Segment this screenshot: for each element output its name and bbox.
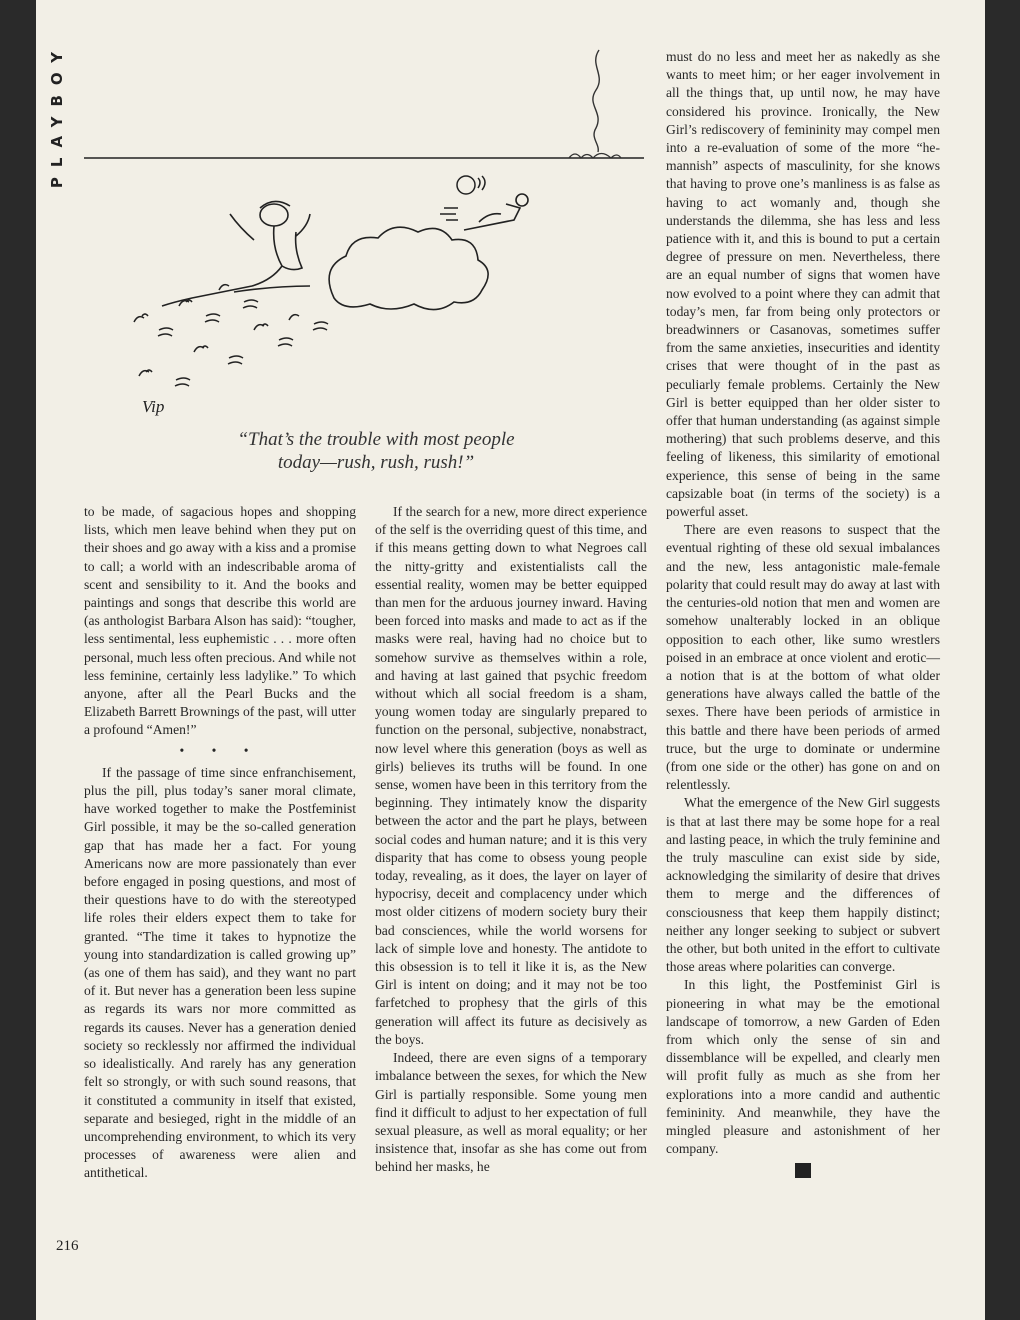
seated-woman (162, 201, 310, 306)
paragraph: Indeed, there are even signs of a temporary imbalance between the sexes, for which the New Girl is partially responsible. Some young men find it difficult to adjust to her expectation of full sexual pleasure, as well as moral equality; or her insistence that, insofar as she has come out from behind her masks, he (375, 1050, 647, 1175)
text-column-1 (84, 503, 356, 1183)
page-number: 216 (56, 1238, 79, 1254)
floating-head (457, 176, 485, 194)
dust-cloud (329, 227, 488, 309)
caption-line-2: today—rush, rush, rush!” (277, 452, 475, 473)
cartoon-caption (186, 428, 566, 474)
footprints-trail (134, 285, 328, 386)
magazine-name: PLAYBOY (48, 42, 66, 189)
magazine-page (36, 0, 985, 1320)
paragraph: What the emergence of the New Girl suggests is that at last there may be some hope for a real and lasting peace, in which the truly feminine and the truly masculine can exist side by side, acknowledging the similarity of desire that drives them to merge and the differences of consciousness that keep them happily distinct; neither any longer seeking to subject or subvert the other, but both united in the effort to cultivate those areas where polarities can converge. (666, 795, 940, 975)
text-column-2 (375, 503, 647, 1177)
caption-line-1: “That’s the trouble with most people (237, 429, 515, 450)
paragraph: If the passage of time since enfranchisement, plus the pill, plus today’s saner moral climate, have worked together to make the Postfeminist Girl possible, it may be the so-called generation gap that has made her a fact. For young Americans now are more passionately than ever before engaged in posing questions, and most of their questions have to do with the stereotyped life roles their elders expect them to take for granted. “The time it takes to hypnotize the young into standardization is called growing up” (as one of them has said), and they want no part of it. But never has a generation been less supine as regards its wars nor more committed as regards its causes. Never has a generation denied society so recklessly nor affirmed the individual so idealistically. And rarely has any generation felt so strongly, or with such sound reasons, that it constituted a community in itself that existed, separate and besieged, right in the middle of an uncomprehending environment, to which its very processes of awareness were alien and antithetical. (84, 764, 356, 1181)
paragraph: If the search for a new, more direct experience of the self is the overriding quest of this time, and if this means getting down to what Negroes call the nitty-gritty and existentialists call the essential reality, women may be better equipped than men for the arduous journey inward. Having been forced into masks and made to act as if the masks were real, having had no choice but to somehow survive as themselves within a role, and having at last gained that psychic freedom without which all social freedom is a sham, young women today are singularly prepared to function on the personal, subjective, nonabstract, now level where this generation (boys as well as girls) believes its truths will be found. In one sense, women have been in this territory from the beginning. They intimately know the disparity between the actor and the part he plays, between social codes and human nature; and it is this very disparity that has come to obsess young people today, revealing, as it does, the layer on layer of hypocrisy, deceit and complacency under which most older citizens of modern society bury their bad consciences, while the world worsens for lack of simple love and honesty. The antidote to this obsession is to tell it like it is, as the New Girl is intent on doing; and it may not be too farfetched to prophesy that the girls of this generation will affect its future as decisively as the boys. (375, 504, 647, 1047)
text-column-3 (666, 48, 940, 1178)
paragraph: to be made, of sagacious hopes and shopping lists, which men leave behind when they put on their shoes and go away with a kiss and a promise to call; a world with an indescribable aroma of scent and sensibility to it. And the books and paintings and songs that describe this world are (as anthologist Barbara Alson has said): “tougher, less sentimental, less euphemistic . . . more often personal, much less often precious. And while not less feminine, certainly less ladylike.” To which anyone, after all the Pearl Bucks and the Elizabeth Barrett Brownings of the past, will utter a profound “Amen!” (84, 504, 356, 738)
artist-signature: Vip (142, 397, 165, 416)
cartoon-illustration (84, 40, 644, 420)
end-mark-container (666, 1158, 940, 1177)
paragraph: There are even reasons to suspect that the eventual righting of these old sexual imbalances and the new, less antagonistic male-female polarity that could result may do away at last with the centuries-old notion that men and women are somehow unalterably locked in an oblique opposition to each other, like sumo wrestlers poised in an embrace at once violent and erotic—a notion that is at the bottom of what older generations have always called the battle of the sexes. There have been periods of armistice in this battle and there have been periods of armed truce, but the urge to dominate or undermine (from one side or the other) has gone on and on relentlessly. (666, 522, 940, 793)
section-separator: • • • (179, 742, 261, 758)
rabbit-end-mark-icon (795, 1163, 811, 1178)
smoke-plume (593, 50, 599, 152)
paragraph: In this light, the Postfeminist Girl is pioneering in what may be the emotional landscape of tomorrow, a new Garden of Eden from which only the sense of sin and dissemblance will be expelled, and clearly men will profit fully as much as she from her explorations into a more candid and authentic femininity. And meanwhile, they have the mingled pleasure and astonishment of her company. (666, 977, 940, 1157)
paragraph: must do no less and meet her as nakedly as she wants to meet him; or her eager involvement in all the things that, up until now, he may have considered his province. Ironically, the New Girl’s rediscovery of femininity may compel men into a re-evaluation of some of the more “he-mannish” aspects of masculinity, for she knows that having to prove one’s manliness is as false as having to act womanly and, though she understands the dilemma, she has less and less patience with it, and this is bound to put a certain degree of pressure on men. Nevertheless, there are an equal number of signs that women have now evolved to a point where they can admit that today’s men, far from being only protectors or breadwinners or Casanovas, sometimes suffer from the same anxieties, insecurities and identity crises that were thought of in the past as peculiarly female problems. Certainly the New Girl is better equipped than her older sister to offer that human understanding (as against simple mothering) that such problems deserve, and this feeling of likeness, this similarity of emotional experience, this sense of being in the same capsizable boat (in terms of the society) is a powerful asset. (666, 49, 940, 520)
speeding-figure (440, 194, 528, 230)
